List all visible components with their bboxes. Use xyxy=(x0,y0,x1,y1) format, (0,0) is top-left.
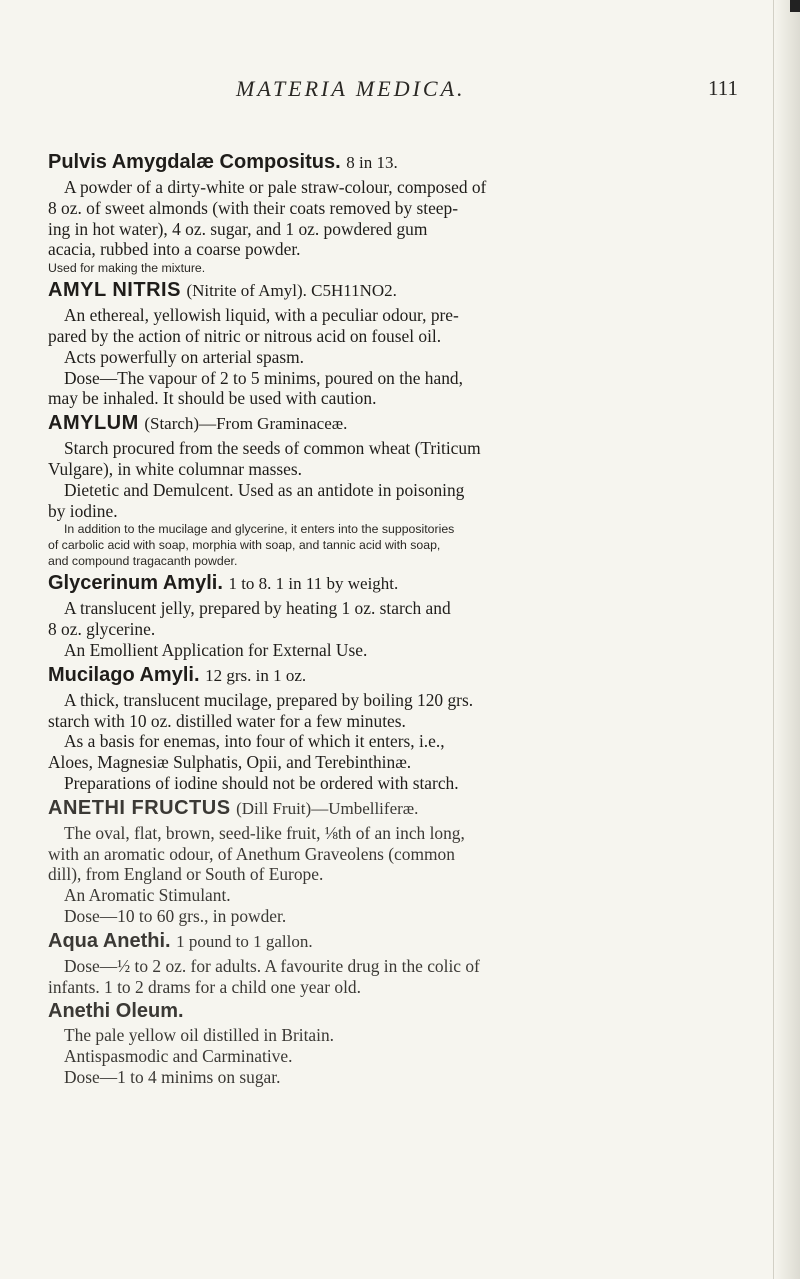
text-line: Dietetic and Demulcent. Used as an antidote in poisoning xyxy=(64,479,465,500)
text-line: Acts powerfully on arterial spasm. xyxy=(64,346,305,367)
entry-glycerinum-amyli xyxy=(48,569,774,660)
dose-line: Dose—½ to 2 oz. for adults. A favourite drug in the colic of xyxy=(64,955,480,976)
entry-title: ANETHI FRUCTUS xyxy=(48,796,231,819)
entry-source: (Starch)—From Graminaceæ. xyxy=(144,414,348,434)
entry-title: Mucilago Amyli. xyxy=(48,663,200,686)
entry-title: Aqua Anethi. xyxy=(48,929,171,952)
text-line: An Emollient Application for External Use. xyxy=(64,639,368,660)
usage-note: Used for making the mixture. xyxy=(48,261,206,276)
text-line: acacia, rubbed into a coarse powder. xyxy=(48,239,301,260)
entry-anethi-oleum xyxy=(48,997,774,1087)
entry-title: Pulvis Amygdalæ Compositus. xyxy=(48,151,341,173)
entry-mucilago-amyli xyxy=(48,661,774,794)
small-note-line: In addition to the mucilage and glycerine, it enters into the suppositories xyxy=(64,522,455,537)
page-body xyxy=(48,148,774,1088)
entry-aqua-anethi xyxy=(48,927,774,998)
entry-title: Anethi Oleum. xyxy=(48,1000,184,1023)
entry-heading xyxy=(48,997,774,1025)
text-line: An ethereal, yellowish liquid, with a peculiar odour, pre- xyxy=(64,305,459,326)
text-line: A powder of a dirty-white or pale straw-colour, composed of xyxy=(64,177,487,197)
entry-formula: (Nitrite of Amyl). C5H11NO2. xyxy=(186,281,397,301)
text-line: ing in hot water), 4 oz. sugar, and 1 oz. powdered gum xyxy=(48,218,428,239)
entry-amylum xyxy=(48,409,774,569)
text-line: starch with 10 oz. distilled water for a few minutes. xyxy=(48,710,406,731)
entry-heading xyxy=(48,409,774,438)
text-line: with an aromatic odour, of Anethum Graveolens (common xyxy=(48,843,455,864)
text-line: infants. 1 to 2 drams for a child one year old. xyxy=(48,976,361,997)
running-title: MATERIA MEDICA. xyxy=(236,76,466,101)
entry-heading xyxy=(48,927,774,956)
entry-source: (Dill Fruit)—Umbelliferæ. xyxy=(236,798,419,818)
entry-heading xyxy=(48,661,774,690)
dose-line: Dose—The vapour of 2 to 5 minims, poured on the hand, xyxy=(64,367,463,388)
page-corner-mark xyxy=(790,0,800,12)
dose-line: Dose—1 to 4 minims on sugar. xyxy=(64,1066,281,1087)
text-line: by iodine. xyxy=(48,500,118,521)
entry-heading xyxy=(48,148,774,177)
entry-title: AMYLUM xyxy=(48,412,139,435)
entry-proportion: 1 to 8. 1 in 11 by weight. xyxy=(228,574,399,594)
dose-line: Dose—10 to 60 grs., in powder. xyxy=(64,905,287,926)
entry-heading xyxy=(48,276,774,305)
text-line: A translucent jelly, prepared by heating 1 oz. starch and xyxy=(64,598,451,619)
text-line: dill), from England or South of Europe. xyxy=(48,864,324,885)
small-note-line: of carbolic acid with soap, morphia with soap, and tannic acid with soap, xyxy=(48,538,441,553)
text-line: Antispasmodic and Carminative. xyxy=(64,1046,293,1067)
text-line: may be inhaled. It should be used with caution. xyxy=(48,388,377,409)
entry-proportion: 8 in 13. xyxy=(346,153,398,172)
text-line: Preparations of iodine should not be ordered with starch. xyxy=(64,772,459,793)
page-number: 111 xyxy=(708,76,738,100)
small-note-line: and compound tragacanth powder. xyxy=(48,554,238,569)
text-line: The oval, flat, brown, seed-like fruit, ⅛th of an inch long, xyxy=(64,822,465,843)
entry-heading xyxy=(48,794,774,823)
entry-heading xyxy=(48,569,774,598)
text-line: A thick, translucent mucilage, prepared by boiling 120 grs. xyxy=(64,689,474,710)
entry-title: AMYL NITRIS xyxy=(48,279,181,302)
text-line: Starch procured from the seeds of common wheat (Triticum xyxy=(64,438,481,459)
entry-anethi-fructus xyxy=(48,794,774,927)
text-line: 8 oz. glycerine. xyxy=(48,619,156,640)
entry-pulvis-amygdalae xyxy=(48,148,774,276)
text-line: An Aromatic Stimulant. xyxy=(64,885,231,906)
text-line: 8 oz. of sweet almonds (with their coats removed by steep- xyxy=(48,197,459,218)
text-line: Vulgare), in white columnar masses. xyxy=(48,458,302,479)
text-line: pared by the action of nitric or nitrous acid on fousel oil. xyxy=(48,325,442,346)
text-line: As a basis for enemas, into four of which it enters, i.e., xyxy=(64,731,445,752)
page-edge xyxy=(773,0,800,1279)
entry-proportion: 12 grs. in 1 oz. xyxy=(205,665,307,685)
entry-proportion: 1 pound to 1 gallon. xyxy=(176,931,313,951)
running-head xyxy=(0,76,800,112)
entry-amyl-nitris xyxy=(48,276,774,409)
entry-title: Glycerinum Amyli. xyxy=(48,572,223,595)
text-line: The pale yellow oil distilled in Britain. xyxy=(64,1025,334,1046)
text-line: Aloes, Magnesiæ Sulphatis, Opii, and Terebinthinæ. xyxy=(48,752,412,773)
